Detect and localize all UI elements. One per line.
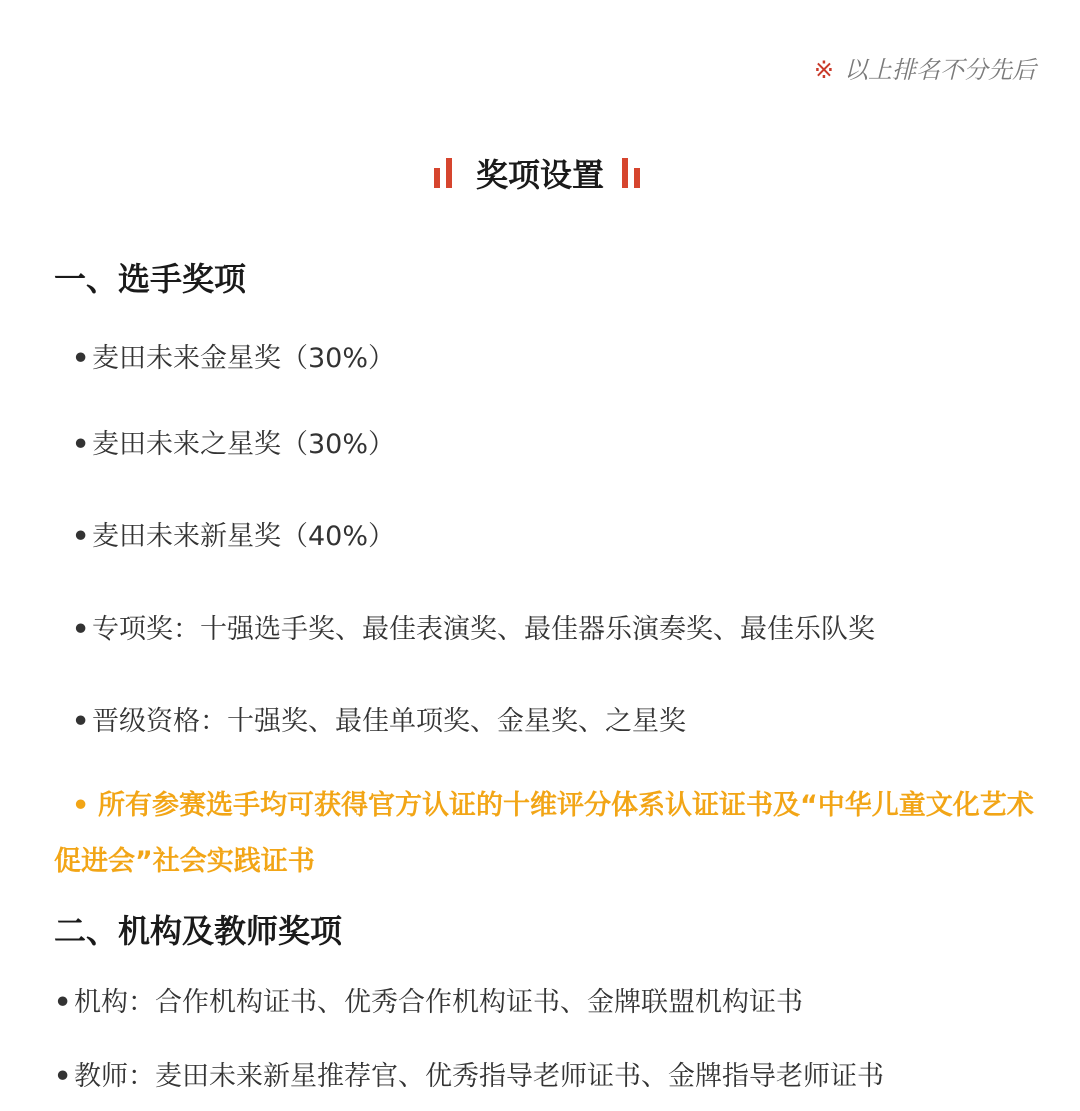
bullet-icon: • xyxy=(72,343,90,374)
ranking-note xyxy=(814,50,1036,85)
bullet-icon: • xyxy=(72,706,90,737)
certificate-highlight xyxy=(54,778,1034,890)
list-item xyxy=(72,422,395,461)
list-item-text: 晋级资格：十强奖、最佳单项奖、金星奖、之星奖 xyxy=(92,706,686,737)
list-item xyxy=(72,336,395,375)
reference-mark-icon: ※ xyxy=(813,56,834,84)
list-item-text: 麦田未来之星奖（30%） xyxy=(92,429,396,460)
section-title-institution-teacher-awards: 二、机构及教师奖项 xyxy=(54,912,343,950)
list-item xyxy=(72,607,875,646)
list-item-text: 教师：麦田未来新星推荐官、优秀指导老师证书、金牌指导老师证书 xyxy=(74,1061,884,1092)
bullet-icon: • xyxy=(72,790,90,821)
ranking-note-text: 以上排名不分先后 xyxy=(844,56,1036,84)
bullet-icon: • xyxy=(54,1061,72,1092)
list-item xyxy=(54,1054,884,1093)
list-item-text: 麦田未来新星奖（40%） xyxy=(92,521,396,552)
section-title-player-awards: 一、选手奖项 xyxy=(54,260,247,298)
bullet-icon: • xyxy=(54,987,72,1018)
bar-decoration-left-icon xyxy=(434,158,458,188)
certificate-highlight-text: 所有参赛选手均可获得官方认证的十维评分体系认证证书及“中华儿童文化艺术促进会”社会实践证书 xyxy=(54,790,1034,877)
awards-heading xyxy=(0,150,1080,196)
bullet-icon: • xyxy=(72,521,90,552)
bullet-icon: • xyxy=(72,614,90,645)
list-item xyxy=(72,514,395,553)
list-item xyxy=(54,980,803,1019)
list-item-text: 麦田未来金星奖（30%） xyxy=(92,343,396,374)
bullet-icon: • xyxy=(72,429,90,460)
list-item-text: 机构：合作机构证书、优秀合作机构证书、金牌联盟机构证书 xyxy=(74,987,803,1018)
list-item xyxy=(72,699,686,738)
bar-decoration-right-icon xyxy=(622,158,646,188)
awards-heading-text: 奖项设置 xyxy=(475,156,604,194)
list-item-text: 专项奖：十强选手奖、最佳表演奖、最佳器乐演奏奖、最佳乐队奖 xyxy=(92,614,875,645)
